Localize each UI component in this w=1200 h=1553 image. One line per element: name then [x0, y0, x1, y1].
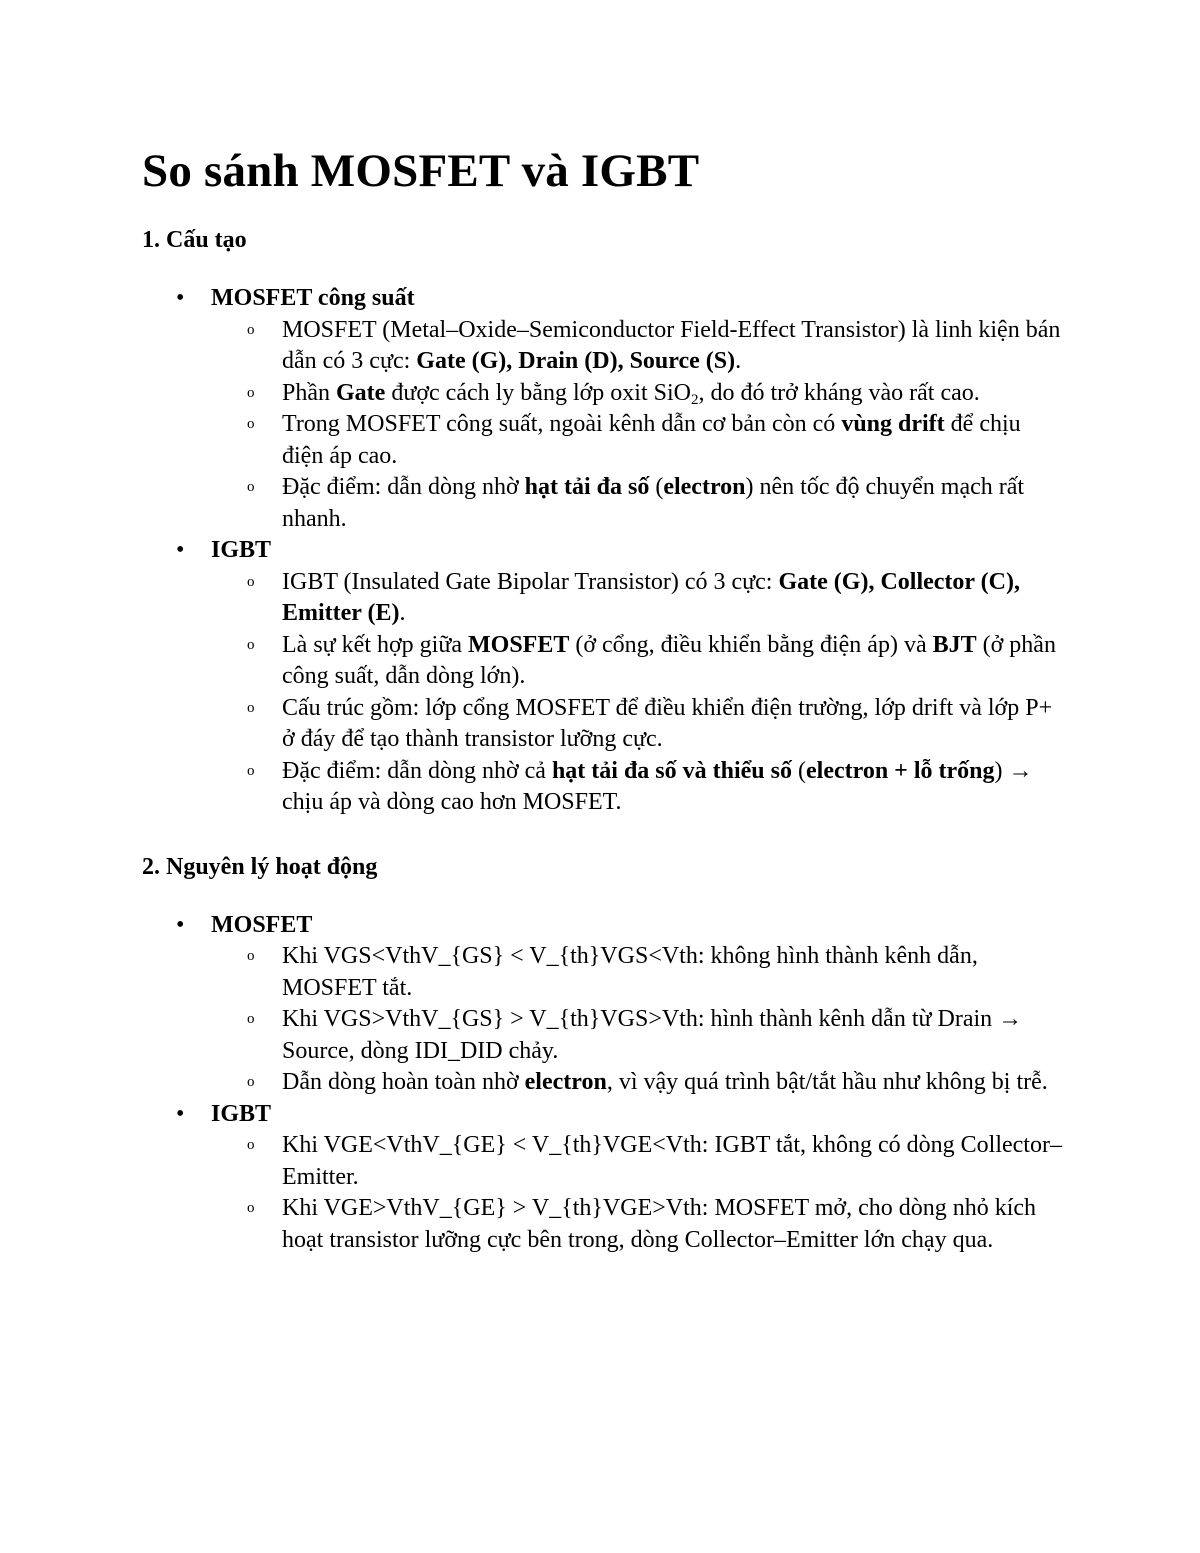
- bold-text: Gate (G), Drain (D), Source (S): [416, 348, 736, 374]
- sub-bullet-marker: o: [247, 762, 255, 779]
- group-mosfet: [142, 910, 1062, 1099]
- sub-bullet-marker: o: [247, 699, 255, 716]
- group-title: IGBT: [211, 537, 272, 563]
- bold-text: hạt tải đa số: [524, 474, 650, 500]
- bold-text: vùng drift: [841, 411, 945, 437]
- list-item: [211, 1004, 1062, 1067]
- text-run: Khi VGE>VthV_{GE} > V_{th}VGE>Vth: MOSFET mở, cho dòng nhỏ kích hoạt transistor lưỡng cực bên trong, dòng Collector–Emitter lớn chạy qua.: [282, 1195, 1037, 1253]
- text-run: Khi VGE<VthV_{GE} < V_{th}VGE<Vth: IGBT tắt, không có dòng Collector–Emitter.: [282, 1132, 1062, 1190]
- text-run: Khi VGS>VthV_{GS} > V_{th}VGS>Vth: hình thành kênh dẫn từ Drain → Source, dòng IDI_DID chảy.: [282, 1006, 1023, 1064]
- bullet-marker: •: [176, 285, 185, 311]
- list-item: [211, 472, 1062, 535]
- text-run: Đặc điểm: dẫn dòng nhờ cả: [282, 757, 552, 784]
- group-mosfet-cong-suat: [142, 283, 1062, 535]
- sub-bullet-marker: o: [247, 479, 255, 495]
- list-nguyen-ly: [142, 910, 1062, 1257]
- list-item: [211, 409, 1062, 472]
- bold-text: hạt tải đa số và thiểu số: [551, 757, 792, 784]
- text-run: .: [399, 600, 406, 626]
- sub-bullet-marker: o: [247, 321, 255, 338]
- text-run: ) nên tốc độ chuyển mạch rất nhanh.: [282, 474, 1025, 532]
- document-page: [142, 140, 1062, 1256]
- text-run: , vì vậy quá trình bật/tắt hầu như không bị trễ.: [606, 1069, 1048, 1095]
- section-heading-nguyen-ly: 2. Nguyên lý hoạt động: [142, 853, 378, 880]
- bold-text: BJT: [932, 631, 977, 658]
- text-run: (: [792, 757, 806, 784]
- bold-text: Gate (G), Collector (C), Emitter (E): [282, 568, 1020, 626]
- sublist: [211, 315, 1062, 536]
- sub-bullet-marker: o: [247, 1074, 255, 1090]
- subscript-text: 2: [690, 391, 699, 408]
- text-run: Dẫn dòng hoàn toàn nhờ: [282, 1069, 525, 1095]
- list-item: [211, 756, 1062, 819]
- list-item: [211, 630, 1062, 693]
- sub-bullet-marker: o: [247, 948, 255, 964]
- sub-bullet-marker: o: [247, 1011, 255, 1027]
- bullet-marker: •: [176, 537, 185, 563]
- text-run: để chịu điện áp cao.: [282, 411, 1021, 469]
- group-igbt-nguyen-ly: [142, 1099, 1062, 1257]
- bold-text: Gate: [336, 379, 386, 406]
- bold-text: electron: [663, 474, 746, 500]
- text-run: được cách ly bằng lớp oxit SiO: [385, 379, 691, 406]
- text-run: IGBT (Insulated Gate Bipolar Transistor) có 3 cực:: [282, 568, 779, 595]
- group-title: MOSFET: [211, 911, 313, 938]
- sublist: [211, 1130, 1062, 1256]
- list-cau-tao: [142, 283, 1062, 819]
- text-run: , do đó trở kháng vào rất cao.: [698, 379, 980, 406]
- text-run: (ở phần công suất, dẫn dòng lớn).: [282, 631, 1056, 689]
- list-item: [211, 315, 1062, 378]
- section-heading-cau-tao: 1. Cấu tạo: [142, 227, 247, 253]
- text-run: .: [735, 348, 742, 374]
- text-run: Trong MOSFET công suất, ngoài kênh dẫn cơ bản còn có: [282, 411, 842, 437]
- sub-bullet-marker: o: [247, 416, 255, 432]
- text-run: Là sự kết hợp giữa: [282, 631, 468, 658]
- group-igbt: [142, 535, 1062, 819]
- bold-text: electron: [524, 1069, 607, 1095]
- list-item: [211, 378, 1062, 410]
- list-item: [211, 693, 1062, 756]
- sub-bullet-marker: o: [247, 1137, 255, 1153]
- list-item: [211, 567, 1062, 630]
- text-run: Đặc điểm: dẫn dòng nhờ: [282, 474, 525, 500]
- list-item: [211, 1193, 1062, 1256]
- group-title: MOSFET công suất: [211, 285, 415, 311]
- text-run: ) → chịu áp và dòng cao hơn MOSFET.: [282, 757, 1033, 815]
- text-run: (: [649, 474, 664, 500]
- sub-bullet-marker: o: [247, 636, 255, 653]
- sub-bullet-marker: o: [247, 1200, 255, 1216]
- sub-bullet-marker: o: [247, 384, 255, 401]
- page-title: So sánh MOSFET và IGBT: [142, 145, 700, 197]
- sublist: [211, 567, 1062, 819]
- bullet-marker: •: [176, 1100, 185, 1127]
- bold-text: MOSFET: [468, 631, 570, 658]
- bullet-marker: •: [176, 911, 185, 938]
- text-run: (ở cổng, điều khiển bằng điện áp) và: [569, 631, 933, 658]
- sublist: [211, 941, 1062, 1099]
- text-run: MOSFET (Metal–Oxide–Semiconductor Field-Effect Transistor) là linh kiện bán dẫn có 3 cực:: [282, 316, 1061, 374]
- text-run: Phần: [282, 379, 336, 406]
- list-item: [211, 1067, 1062, 1099]
- bold-text: electron + lỗ trống: [806, 757, 995, 784]
- text-run: Khi VGS<VthV_{GS} < V_{th}VGS<Vth: không hình thành kênh dẫn, MOSFET tắt.: [282, 943, 978, 1001]
- text-run: Cấu trúc gồm: lớp cổng MOSFET để điều khiển điện trường, lớp drift và lớp P+ ở đáy để tạo thành transistor lưỡng cực.: [282, 694, 1053, 752]
- list-item: [211, 1130, 1062, 1193]
- list-item: [211, 941, 1062, 1004]
- sub-bullet-marker: o: [247, 573, 255, 590]
- group-title: IGBT: [211, 1100, 272, 1127]
